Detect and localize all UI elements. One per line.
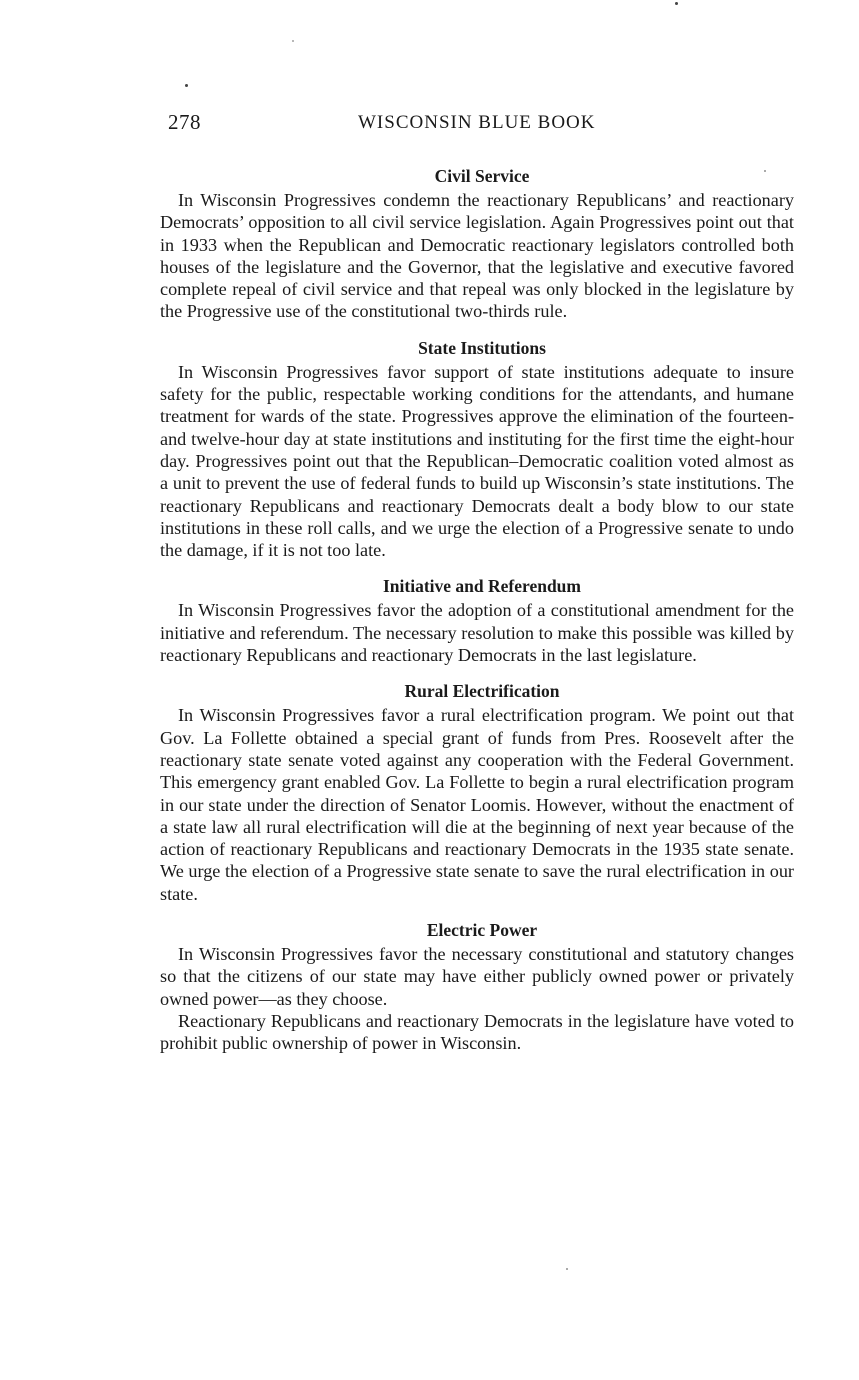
scan-speck [185,84,188,87]
section-heading: Civil Service [434,166,530,186]
scan-speck [292,40,294,42]
page-header [168,110,788,138]
scan-speck [675,2,678,5]
section-heading: Initiative and Referendum [382,576,581,597]
running-head: WISCONSIN BLUE BOOK [358,112,596,133]
page-number: 278 [168,110,201,134]
paragraph: In Wisconsin Progressives favor the necessary constitutional and statutory changes so that the citizens of our state may have either publicly owned power or privately owned power—as they choose. [160,944,794,1009]
section-civil-service [160,163,794,323]
section-heading: State Institutions [418,337,546,358]
section-heading: Electric Power [426,920,538,941]
section-rural-electrification [160,678,794,905]
paragraph: In Wisconsin Progressives condemn the reactionary Republicans’ and reactionary Democrats’ opposition to all civil service legislation. Again Progressives point out that in 1933 when the Republican and Democratic reactionary legislators controlled both houses of the legislature and the Governor, that the legislative and executive favored complete repeal of civil service and that repeal was only blocked in the legislature by the Progressive use of the constitutional two-thirds rule. [160,190,794,322]
section-initiative-referendum [160,573,794,666]
paragraph: In Wisconsin Progressives favor the adoption of a constitutional amendment for the initiative and referendum. The necessary resolution to make this possible was killed by reactionary Republicans and reactionary Democrats in the last legislature. [160,600,794,666]
paragraph: Reactionary Republicans and reactionary Democrats in the legislature have voted to prohibit public ownership of power in Wisconsin. [160,1010,794,1054]
section-state-institutions [160,335,794,562]
scan-speck [764,170,766,172]
paragraph: In Wisconsin Progressives favor a rural electrification program. We point out that Gov. La Follette obtained a special grant of funds from Pres. Roosevelt after the reactionary state senate voted against any cooperation with the Federal Government. This emergency grant enabled Gov. La Follette to begin a rural electrification program in our state under the direction of Senator Loomis. However, without the enactment of a state law all rural electrification will die at the beginning of next year because of the action of reactionary Republicans and reactionary Democrats in the 1935 state senate. We urge the election of a Progressive state senate to save the rural electrification in our state. [160,705,794,904]
section-heading: Rural Electrification [404,681,560,702]
section-electric-power [160,917,794,1054]
page-body [160,163,794,1067]
paragraph: In Wisconsin Progressives favor support of state institutions adequate to insure safety for the public, respectable working conditions for the attendants, and humane treatment for wards of the state. Progressives approve the elimination of the fourteen- and twelve-hour day at state institutions and instituting for the first time the eight-hour day. Progressives point out that the Republican–Democratic coalition voted almost as a unit to prevent the use of federal funds to build up Wisconsin’s state institutions. The reactionary Republicans and reactionary Democrats dealt a body blow to our state institutions in these roll calls, and we urge the election of a Progressive senate to undo the damage, if it is not too late. [160,361,794,561]
scan-speck [566,1268,568,1270]
